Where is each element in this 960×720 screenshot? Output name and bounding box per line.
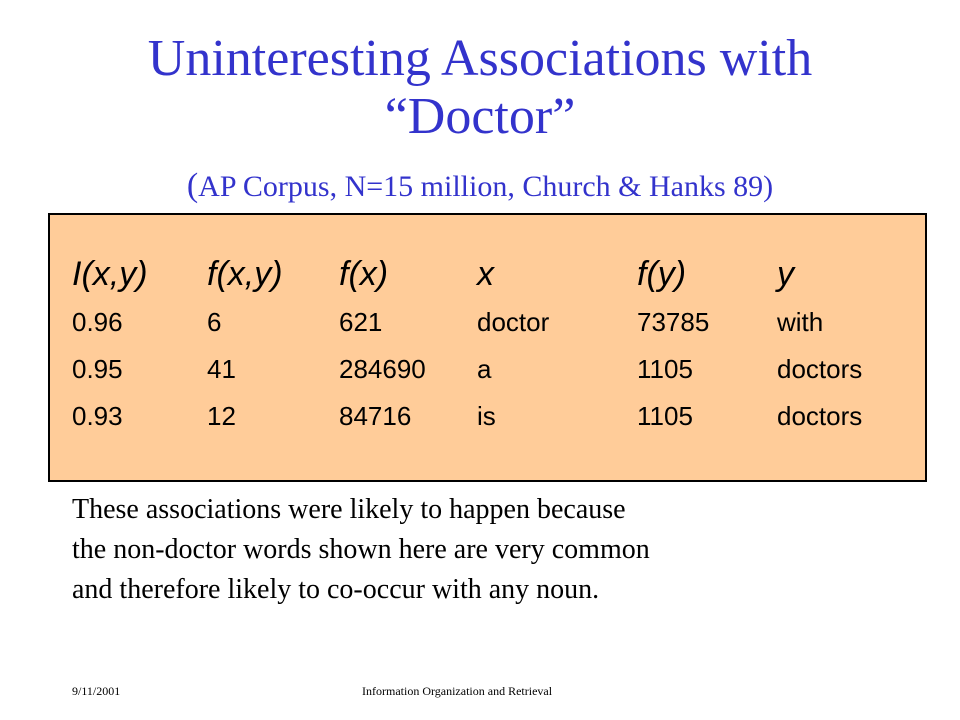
table-cell: doctors (777, 354, 863, 384)
header-y-word: y (777, 254, 794, 293)
explanation-line: and therefore likely to co-occur with any noun. (72, 574, 600, 605)
association-table-box (48, 213, 927, 482)
table-cell: 621 (339, 307, 383, 337)
table-row (72, 393, 902, 440)
table-cell: 1105 (637, 354, 693, 384)
slide-subtitle (0, 168, 960, 205)
table-cell: with (777, 307, 824, 337)
footer-date: 9/11/2001 (72, 684, 121, 698)
header-y-frequency: f(y) (637, 254, 687, 293)
table-cell: 73785 (637, 307, 710, 337)
table-header-row (72, 249, 902, 299)
explanation-line: These associations were likely to happen because (72, 494, 626, 525)
table-row (72, 346, 902, 393)
table-row (72, 299, 902, 346)
table-cell: is (477, 401, 496, 431)
table-cell: 6 (207, 307, 222, 337)
table-cell: 0.93 (72, 401, 123, 431)
title-line-2: “Doctor” (384, 88, 576, 145)
table-cell: 0.95 (72, 354, 123, 384)
header-joint-frequency: f(x,y) (207, 254, 283, 293)
table-cell: doctor (477, 307, 550, 337)
header-x-frequency: f(x) (339, 254, 389, 293)
table-cell: 0.96 (72, 307, 123, 337)
table-cell: 12 (207, 401, 236, 431)
table-cell: 1105 (637, 401, 693, 431)
footer-course-title: Information Organization and Retrieval (362, 684, 553, 698)
header-x-word: x (477, 254, 494, 293)
table-cell: 41 (207, 354, 236, 384)
table-cell: 84716 (339, 401, 412, 431)
subtitle-open-paren: ( (186, 167, 199, 204)
subtitle-text: AP Corpus, N=15 million, Church & Hanks 89) (198, 170, 774, 203)
explanation-line: the non-doctor words shown here are very common (72, 534, 650, 565)
title-line-1: Uninteresting Associations with (147, 30, 813, 87)
explanation-text (72, 490, 892, 610)
table-cell: 284690 (339, 354, 426, 384)
association-table (72, 249, 902, 440)
header-mutual-information: I(x,y) (72, 254, 148, 293)
table-cell: a (477, 354, 492, 384)
table-cell: doctors (777, 401, 863, 431)
slide-title (0, 30, 960, 146)
